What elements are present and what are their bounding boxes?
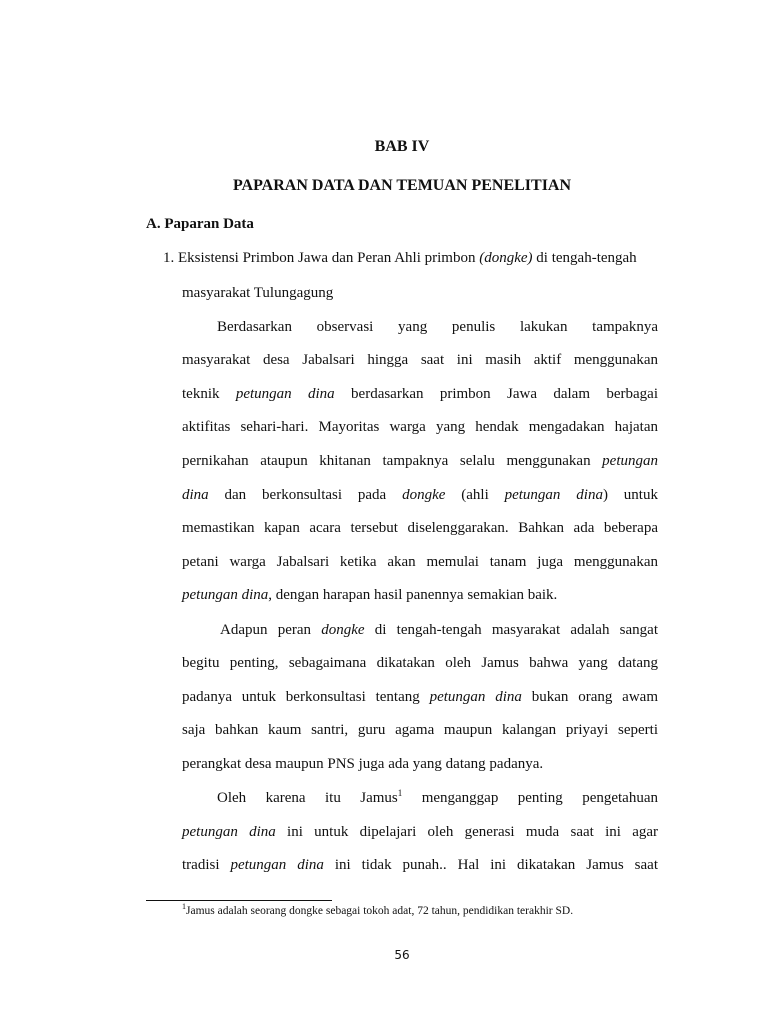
paragraph-2-line-2: begitu penting, sebagaimana dikatakan oleh Jamus bahwa yang datang — [182, 655, 658, 671]
subsection-number: 1. — [163, 250, 175, 266]
footnote-separator — [146, 900, 332, 901]
paragraph-1-line-7: memastikan kapan acara tersebut diselenggarakan. Bahkan ada beberapa — [182, 520, 658, 536]
subsection-text-a: Eksistensi Primbon Jawa dan Peran Ahli primbon — [178, 250, 480, 266]
footnote-mark: 1 — [182, 902, 186, 912]
paragraph-2-line-1: Adapun peran dongke di tengah-tengah masyarakat adalah sangat — [220, 622, 658, 638]
subsection-heading — [163, 250, 663, 267]
footnote-text: Jamus adalah seorang dongke sebagai tokoh adat, 72 tahun, pendidikan terakhir SD. — [186, 905, 574, 917]
paragraph-1-line-1: Berdasarkan observasi yang penulis lakukan tampaknya — [217, 319, 658, 335]
paragraph-2-line-3: padanya untuk berkonsultasi tentang petungan dina bukan orang awam — [182, 689, 658, 705]
paragraph-1-line-3: teknik petungan dina berdasarkan primbon Jawa dalam berbagai — [182, 386, 658, 402]
paragraph-1-line-4: aktifitas sehari-hari. Mayoritas warga yang hendak mengadakan hajatan — [182, 419, 658, 435]
chapter-title: PAPARAN DATA DAN TEMUAN PENELITIAN — [232, 177, 572, 194]
section-heading: A. Paparan Data — [146, 216, 254, 232]
subsection-heading-line2: masyarakat Tulungagung — [182, 285, 334, 301]
paragraph-1-line-8: petani warga Jabalsari ketika akan memulai tanam juga menggunakan — [182, 554, 658, 570]
footnote — [182, 902, 574, 917]
paragraph-3-line-1: Oleh karena itu Jamus$^1$ menganggap penting pengetahuan — [217, 788, 658, 806]
subsection-text-c: di tengah-tengah — [532, 250, 637, 266]
paragraph-2-line-4: saja bahkan kaum santri, guru agama maupun kalangan priyayi seperti — [182, 722, 658, 738]
chapter-heading: BAB IV — [374, 138, 430, 155]
footnote-reference: 1 — [397, 788, 403, 798]
paragraph-1-line-5: pernikahan ataupun khitanan tampaknya selalu menggunakan petungan — [182, 453, 658, 469]
page-number: 56 — [394, 948, 410, 962]
paragraph-3-line-3: tradisi petungan dina ini tidak punah.. Hal ini dikatakan Jamus saat — [182, 857, 658, 873]
paragraph-2-line-5: perangkat desa maupun PNS juga ada yang datang padanya. — [182, 756, 544, 772]
paragraph-3-line-2: petungan dina ini untuk dipelajari oleh generasi muda saat ini agar — [182, 824, 659, 840]
paragraph-1-line-2: masyarakat desa Jabalsari hingga saat ini masih aktif menggunakan — [182, 352, 658, 368]
subsection-text-b: (dongke) — [479, 250, 533, 266]
paragraph-1-line-9: petungan dina, dengan harapan hasil panennya semakian baik. — [182, 587, 558, 603]
paragraph-1-line-6: dina dan berkonsultasi pada dongke (ahli petungan dina) untuk — [182, 487, 658, 503]
